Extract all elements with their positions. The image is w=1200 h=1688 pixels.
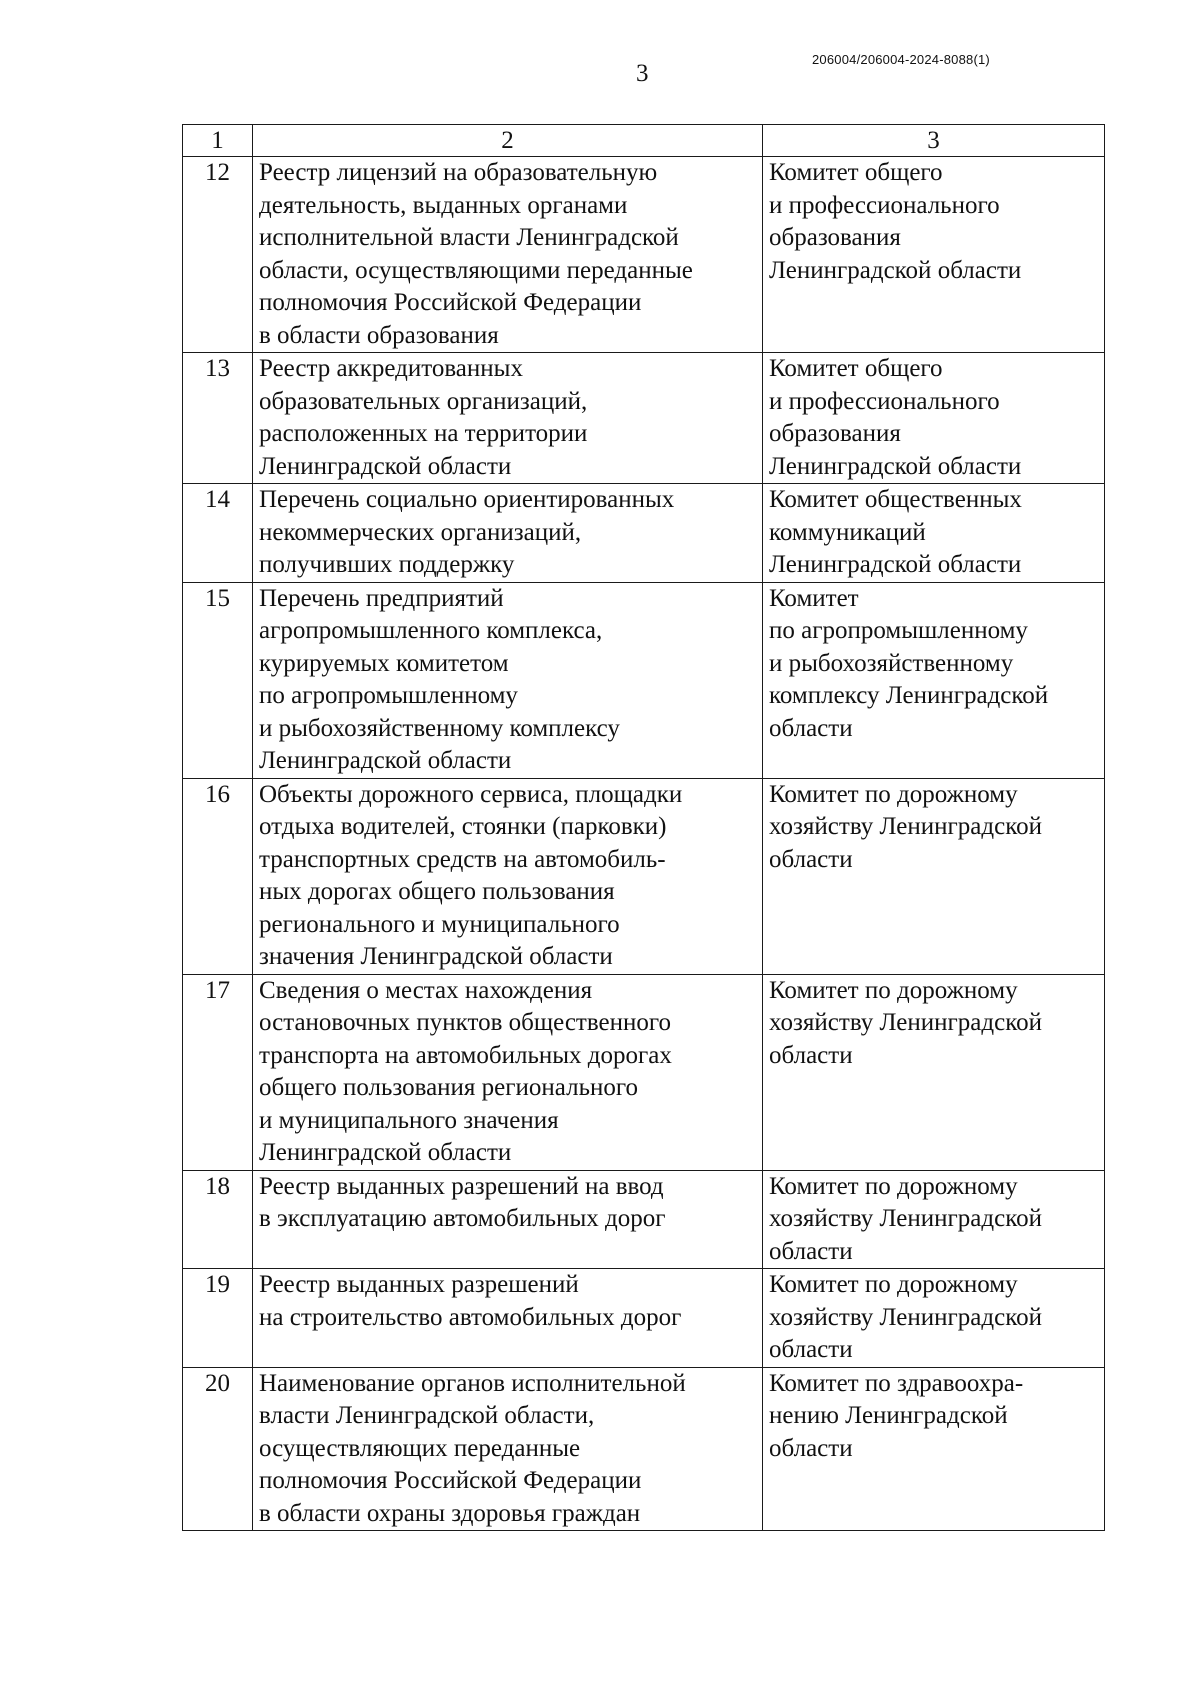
table-row bbox=[183, 778, 1105, 974]
row-organization: Комитет по дорожному хозяйству Ленинградской области bbox=[763, 974, 1105, 1170]
table-row bbox=[183, 582, 1105, 778]
table-row bbox=[183, 157, 1105, 353]
row-organization: Комитет общего и профессионального образования Ленинградской области bbox=[763, 157, 1105, 353]
row-name: Реестр аккредитованных образовательных организаций, расположенных на территории Ленинградской области bbox=[253, 353, 763, 484]
row-name: Реестр лицензий на образовательную деятельность, выданных органами исполнительной власти Ленинградской области, осуществляющими переданные полномочия Российской Федерации в области образования bbox=[253, 157, 763, 353]
header-col-3: 3 bbox=[763, 125, 1105, 157]
row-name: Реестр выданных разрешений на строительство автомобильных дорог bbox=[253, 1269, 763, 1368]
page-number: 3 bbox=[636, 60, 649, 87]
row-name: Наименование органов исполнительной власти Ленинградской области, осуществляющих переданные полномочия Российской Федерации в области охраны здоровья граждан bbox=[253, 1367, 763, 1531]
row-name: Реестр выданных разрешений на ввод в эксплуатацию автомобильных дорог bbox=[253, 1170, 763, 1269]
row-organization: Комитет по дорожному хозяйству Ленинградской области bbox=[763, 1170, 1105, 1269]
table-header-row bbox=[183, 125, 1105, 157]
row-number: 19 bbox=[183, 1269, 253, 1368]
table-row bbox=[183, 1367, 1105, 1531]
row-organization: Комитет по дорожному хозяйству Ленинградской области bbox=[763, 778, 1105, 974]
row-number: 15 bbox=[183, 582, 253, 778]
header-col-2: 2 bbox=[253, 125, 763, 157]
table-row bbox=[183, 484, 1105, 583]
table-row bbox=[183, 353, 1105, 484]
document-id: 206004/206004-2024-8088(1) bbox=[812, 52, 990, 67]
row-organization: Комитет по агропромышленному и рыбохозяйственному комплексу Ленинградской области bbox=[763, 582, 1105, 778]
table-row bbox=[183, 1170, 1105, 1269]
row-name: Сведения о местах нахождения остановочных пунктов общественного транспорта на автомобильных дорогах общего пользования регионального и муниципального значения Ленинградской области bbox=[253, 974, 763, 1170]
row-number: 13 bbox=[183, 353, 253, 484]
row-number: 18 bbox=[183, 1170, 253, 1269]
registry-table bbox=[182, 124, 1105, 1531]
row-number: 14 bbox=[183, 484, 253, 583]
header-col-1: 1 bbox=[183, 125, 253, 157]
row-name: Перечень социально ориентированных некоммерческих организаций, получивших поддержку bbox=[253, 484, 763, 583]
row-name: Перечень предприятий агропромышленного комплекса, курируемых комитетом по агропромышленному и рыбохозяйственному комплексу Ленинградской области bbox=[253, 582, 763, 778]
row-number: 16 bbox=[183, 778, 253, 974]
row-number: 12 bbox=[183, 157, 253, 353]
table-row bbox=[183, 974, 1105, 1170]
table-row bbox=[183, 1269, 1105, 1368]
row-number: 20 bbox=[183, 1367, 253, 1531]
row-organization: Комитет по здравоохра- нению Ленинградской области bbox=[763, 1367, 1105, 1531]
row-organization: Комитет общественных коммуникаций Ленинградской области bbox=[763, 484, 1105, 583]
row-number: 17 bbox=[183, 974, 253, 1170]
row-organization: Комитет общего и профессионального образования Ленинградской области bbox=[763, 353, 1105, 484]
row-name: Объекты дорожного сервиса, площадки отдыха водителей, стоянки (парковки) транспортных средств на автомобиль- ных дорогах общего пользования регионального и муниципального значения Ленинградской области bbox=[253, 778, 763, 974]
row-organization: Комитет по дорожному хозяйству Ленинградской области bbox=[763, 1269, 1105, 1368]
